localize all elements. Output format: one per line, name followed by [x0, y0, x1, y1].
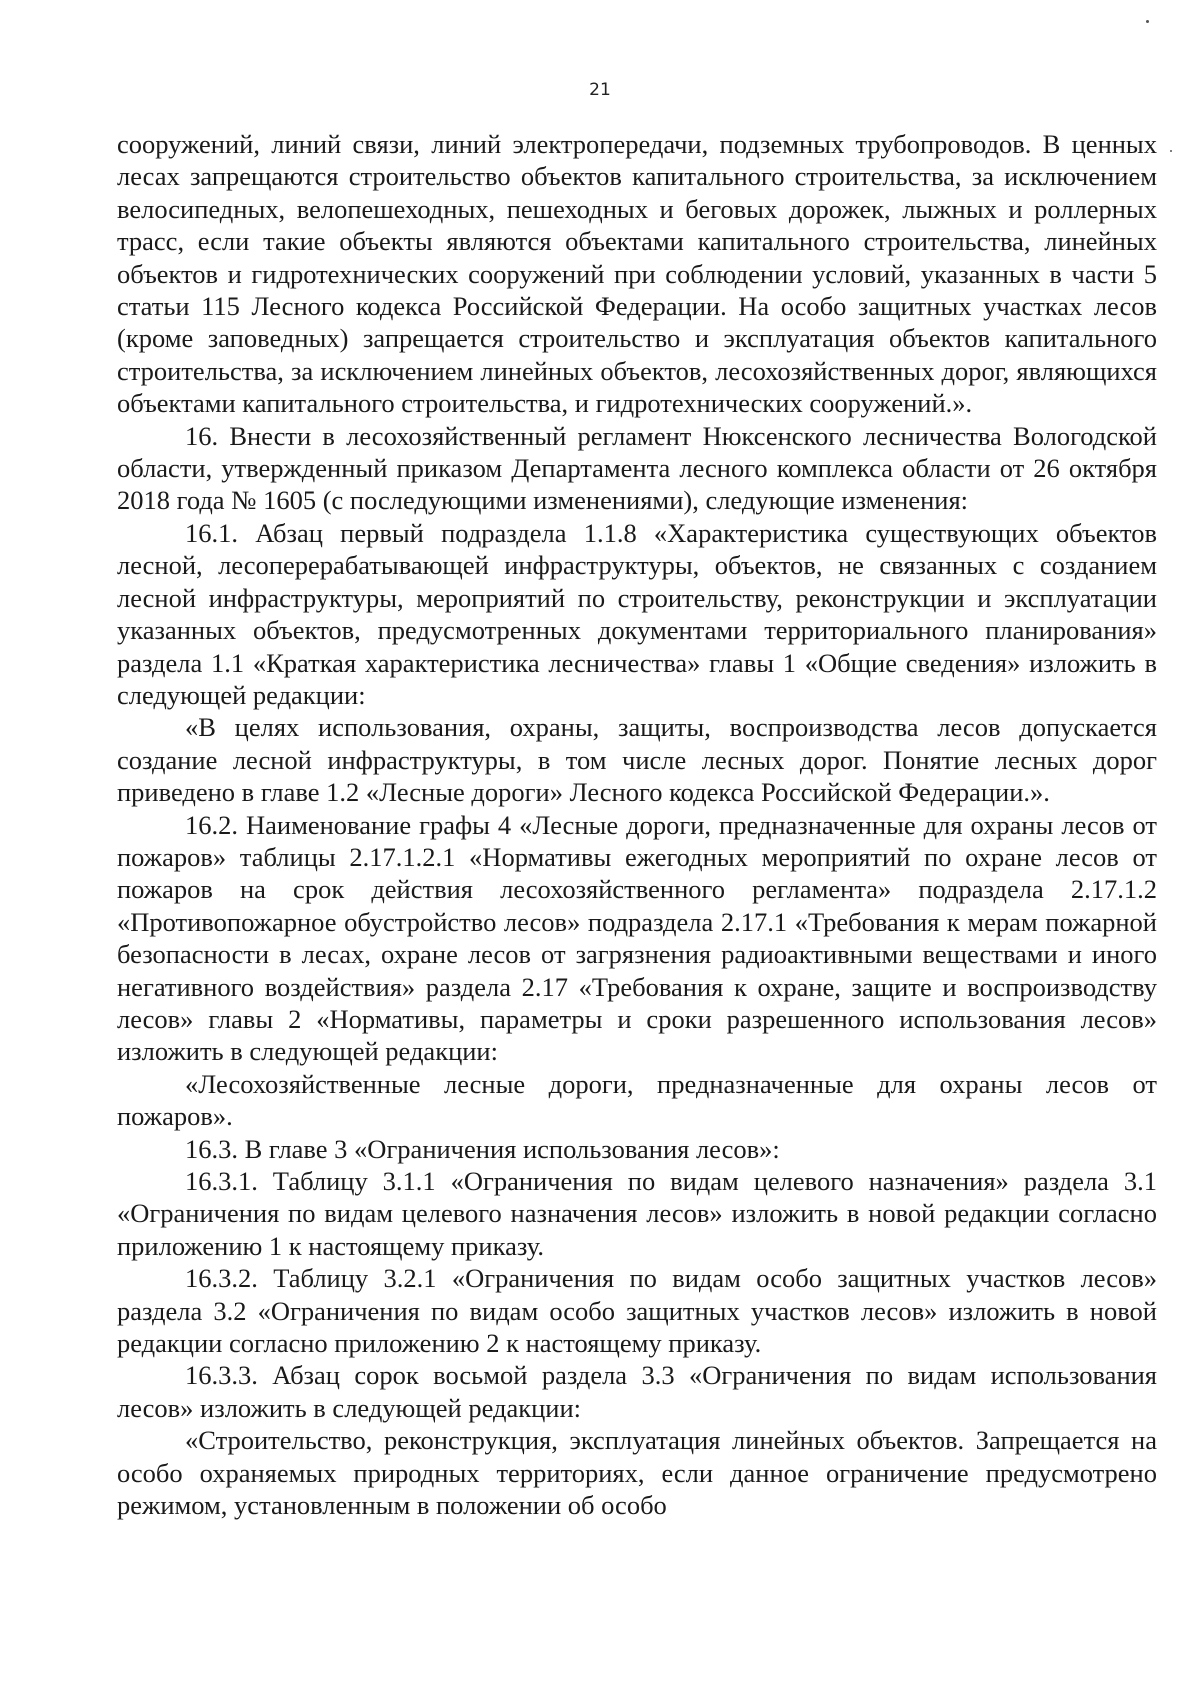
document-body: [117, 128, 1157, 1521]
scan-speck: [1170, 150, 1172, 152]
paragraph-continuation: сооружений, линий связи, линий электропередачи, подземных трубопроводов. В ценных лесах запрещаются строительство объектов капитального строительства, за исключением велосипедных, велопешеходных, пешеходных и беговых дорожек, лыжных и роллерных трасс, если такие объекты являются объектами капитального строительства, линейных объектов и гидротехнических сооружений при соблюдении условий, указанных в части 5 статьи 115 Лесного кодекса Российской Федерации. На особо защитных участках лесов (кроме заповедных) запрещается строительство и эксплуатация объектов капитального строительства, за исключением линейных объектов, лесохозяйственных дорог, являющихся объектами капитального строительства, и гидротехнических сооружений.».: [117, 129, 1157, 419]
paragraph-item-16-3: 16.3. В главе 3 «Ограничения использования лесов»:: [185, 1133, 780, 1164]
paragraph-item-16-3-1: 16.3.1. Таблицу 3.1.1 «Ограничения по видам целевого назначения» раздела 3.1 «Ограничения по видам целевого назначения лесов» изложить в новой редакции согласно приложению 1 к настоящему приказу.: [117, 1166, 1157, 1261]
paragraph-item-16: 16. Внести в лесохозяйственный регламент Нюксенского лесничества Вологодской области, утвержденный приказом Департамента лесного комплекса области от 26 октября 2018 года № 1605 (с последующими изменениями), следующие изменения:: [117, 420, 1157, 516]
paragraph-quote-16-1: «В целях использования, охраны, защиты, воспроизводства лесов допускается создание лесной инфраструктуры, в том числе лесных дорог. Понятие лесных дорог приведено в главе 1.2 «Лесные дороги» Лесного кодекса Российской Федерации.».: [117, 712, 1157, 808]
paragraph-item-16-2: 16.2. Наименование графы 4 «Лесные дороги, предназначенные для охраны лесов от пожаров» таблицы 2.17.1.2.1 «Нормативы ежегодных мероприятий по охране лесов от пожаров на срок действия лесохозяйственного регламента» подраздела 2.17.1.2 «Противопожарное обустройство лесов» подраздела 2.17.1 «Требования к мерам пожарной безопасности в лесах, охране лесов от загрязнения радиоактивными веществами и иного негативного воздействия» раздела 2.17 «Требования к охране, защите и воспроизводству лесов» главы 2 «Нормативы, параметры и сроки разрешенного использования лесов» изложить в следующей редакции:: [117, 809, 1157, 1067]
paragraph-item-16-1: 16.1. Абзац первый подраздела 1.1.8 «Характеристика существующих объектов лесной, лесоперерабатывающей инфраструктуры, объектов, не связанных с созданием лесной инфраструктуры, мероприятий по строительству, реконструкции и эксплуатации указанных объектов, предусмотренных документами территориального планирования» раздела 1.1 «Краткая характеристика лесничества» главы 1 «Общие сведения» изложить в следующей редакции:: [117, 517, 1157, 710]
paragraph-quote-16-2: «Лесохозяйственные лесные дороги, предназначенные для охраны лесов от пожаров».: [117, 1068, 1157, 1132]
scan-speck: [1146, 20, 1149, 23]
paragraph-quote-16-3-3: «Строительство, реконструкция, эксплуатация линейных объектов. Запрещается на особо охраняемых природных территориях, если данное ограничение предусмотрено режимом, установленным в положении об особо: [117, 1425, 1157, 1521]
paragraph-item-16-3-3: 16.3.3. Абзац сорок восьмой раздела 3.3 «Ограничения по видам использования лесов» изложить в следующей редакции:: [117, 1360, 1157, 1423]
paragraph-item-16-3-2: 16.3.2. Таблицу 3.2.1 «Ограничения по видам особо защитных участков лесов» раздела 3.2 «Ограничения по видам особо защитных участков лесов» изложить в новой редакции согласно приложению 2 к настоящему приказу.: [117, 1263, 1157, 1359]
page-number: 21: [589, 80, 611, 100]
